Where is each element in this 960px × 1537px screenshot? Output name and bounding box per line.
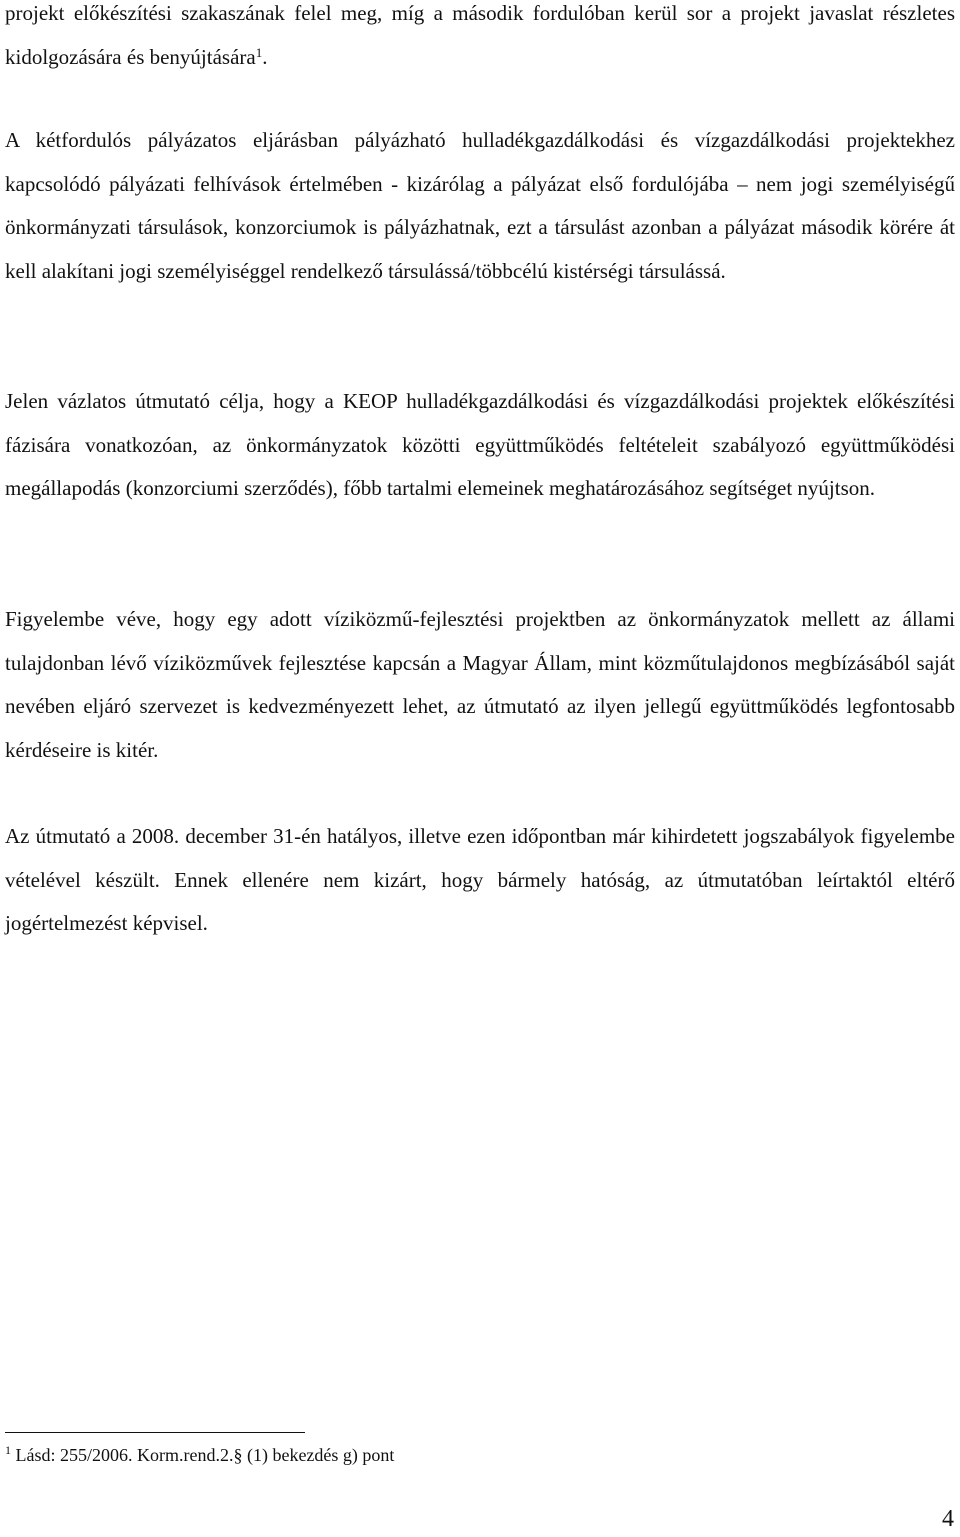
paragraph-text: projekt előkészítési szakaszának felel meg, míg a második fordulóban kerül sor a projekt javaslat részletes kidolgozására és benyújtására [5, 1, 955, 69]
footnote-number: 1 [5, 1443, 11, 1457]
footnote-text: Lásd: 255/2006. Korm.rend.2.§ (1) bekezdés g) pont [15, 1445, 395, 1465]
paragraph-legal-validity: Az útmutató a 2008. december 31-én hatályos, illetve ezen időpontban már kihirdetett jogszabályok figyelembe vételével készült. Ennek ellenére nem kizárt, hogy bármely hatóság, az útmutatóban leírtaktól eltérő jogértelmezést képvisel. [5, 824, 955, 935]
footnote-divider [5, 1432, 305, 1433]
footnote-reference[interactable]: 1 [255, 44, 263, 60]
paragraph-two-round-procedure: A kétfordulós pályázatos eljárásban pályázható hulladékgazdálkodási és vízgazdálkodási projektekhez kapcsolódó pályázati felhívások értelmében - kizárólag a pályázat első fordulójába – nem jogi személyiségű önkormányzati társulások, konzorciumok is pályázhatnak, ezt a társulást azonban a pályázat második körére át kell alakítani jogi személyiséggel rendelkező társulássá/többcélú kistérségi társulássá. [5, 128, 955, 283]
paragraph-guide-purpose: Jelen vázlatos útmutató célja, hogy a KEOP hulladékgazdálkodási és vízgazdálkodási projektek előkészítési fázisára vonatkozóan, az önkormányzatok közötti együttműködés feltételeit szabályozó együttműködési megállapodás (konzorciumi szerződés), főbb tartalmi elemeinek meghatározásához segítséget nyújtson. [5, 389, 955, 500]
page-number: 4 [942, 1506, 954, 1532]
paragraph-tail: . [262, 44, 268, 69]
paragraph-continuation [5, 0, 955, 79]
footnote [5, 1440, 905, 1470]
paragraph-state-water-utilities: Figyelembe véve, hogy egy adott víziközmű-fejlesztési projektben az önkormányzatok mellett az állami tulajdonban lévő víziközművek fejlesztése kapcsán a Magyar Állam, mint közműtulajdonos megbízásából saját nevében eljáró szervezet is kedvezményezett lehet, az útmutató az ilyen jellegű együttműködés legfontosabb kérdéseire is kitér. [5, 607, 955, 762]
